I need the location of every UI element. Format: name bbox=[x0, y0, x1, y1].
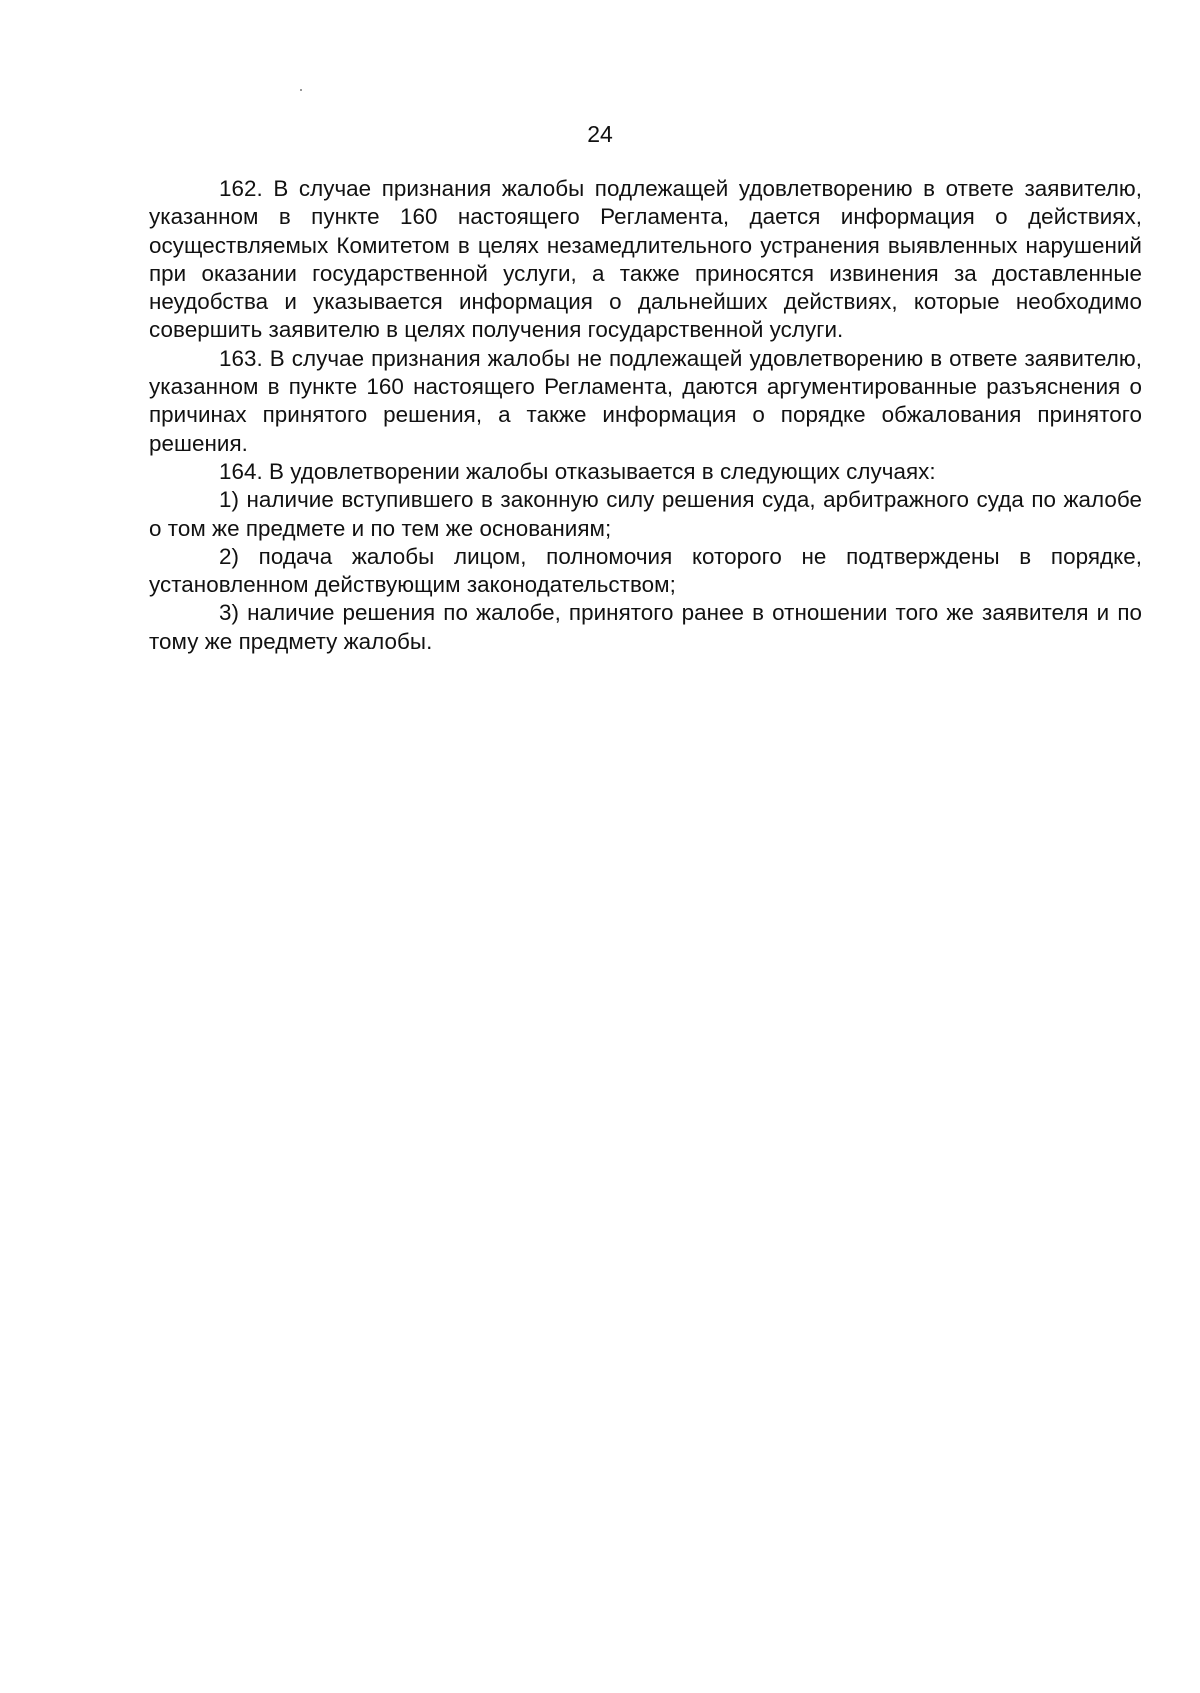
scan-speck bbox=[300, 89, 302, 91]
list-item-1: 1) наличие вступившего в законную силу решения суда, арбитражного суда по жалобе о том же предмете и по тем же основаниям; bbox=[149, 487, 1142, 541]
list-item-2: 2) подача жалобы лицом, полномочия которого не подтверждены в порядке, установленном действующим законодательством; bbox=[149, 543, 1142, 598]
document-body bbox=[149, 175, 1142, 656]
page-number: 24 bbox=[587, 121, 613, 147]
paragraph-164: 164. В удовлетворении жалобы отказывается в следующих случаях: bbox=[219, 458, 936, 484]
paragraph-162: 162. В случае признания жалобы подлежащей удовлетворению в ответе заявителю, указанном в пункте 160 настоящего Регламента, дается информация о действиях, осуществляемых Комитетом в целях незамедлительного устранения выявленных нарушений при оказании государственной услуги, а также приносятся извинения за доставленные неудобства и указывается информация о дальнейших действиях, которые необходимо совершить заявителю в целях получения государственной услуги. bbox=[149, 176, 1142, 343]
paragraph-163: 163. В случае признания жалобы не подлежащей удовлетворению в ответе заявителю, указанном в пункте 160 настоящего Регламента, даются аргументированные разъяснения о причинах принятого решения, а также информация о порядке обжалования принятого решения. bbox=[149, 345, 1142, 456]
list-item-3: 3) наличие решения по жалобе, принятого ранее в отношении того же заявителя и по тому же предмету жалобы. bbox=[149, 600, 1142, 654]
